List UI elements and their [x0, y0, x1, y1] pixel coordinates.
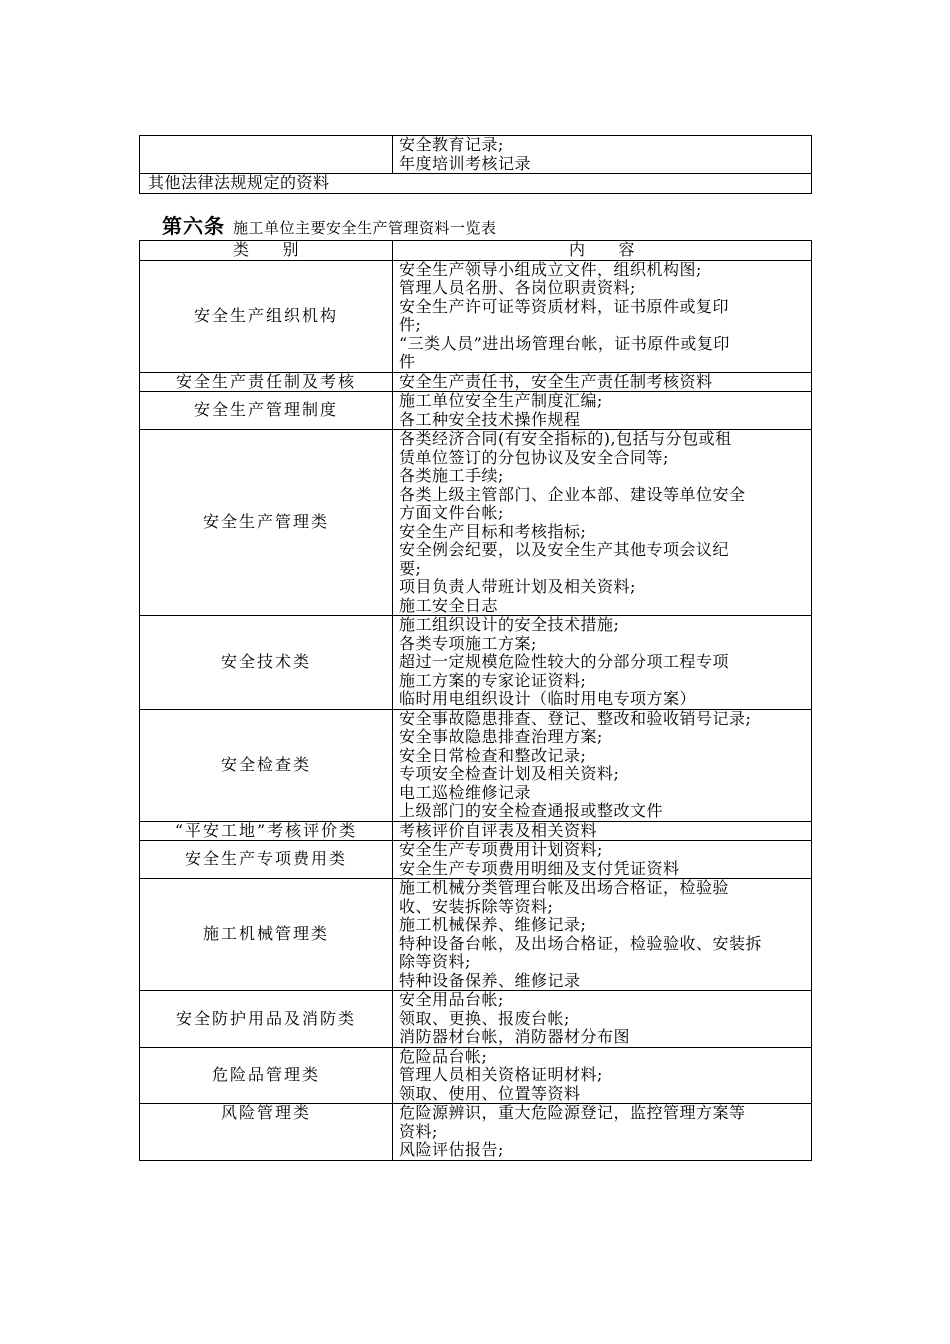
- content-line: 年度培训考核记录: [399, 153, 532, 173]
- content-line: 安全生产专项费用明细及支付凭证资料: [399, 858, 680, 878]
- table-row: [140, 616, 812, 710]
- content-line: 安全事故隐患排查、登记、整改和验收销号记录;: [399, 708, 752, 728]
- category-cell: 安全生产管理制度: [140, 392, 393, 430]
- content-line: 安全生产责任书，安全生产责任制考核资料: [399, 371, 713, 391]
- content-cell: [393, 879, 812, 991]
- content-line: 安全生产目标和考核指标;: [399, 521, 587, 541]
- content-line: 管理人员相关资格证明材料;: [399, 1065, 603, 1084]
- content-cell: [393, 372, 812, 392]
- category-cell: 安全防护用品及消防类: [140, 991, 393, 1048]
- content-cell: [393, 1047, 812, 1104]
- content-line: 收、安装拆除等资料;: [399, 896, 554, 916]
- category-cell: 风险管理类: [140, 1104, 393, 1161]
- content-line: 专项安全检查计划及相关资料;: [399, 764, 620, 783]
- content-line: 安全用品台帐;: [399, 990, 504, 1009]
- content-line: 件: [399, 352, 416, 371]
- content-line: 各类上级主管部门、企业本部、建设等单位安全: [399, 484, 746, 504]
- table-row: [140, 260, 812, 372]
- content-line: 超过一定规模危险性较大的分部分项工程专项: [399, 652, 730, 671]
- content-cell: [393, 616, 812, 710]
- content-line: 施工机械分类管理台帐及出场合格证，检验验: [399, 878, 730, 897]
- continued-table: [139, 135, 812, 194]
- category-cell: 安全技术类: [140, 616, 393, 710]
- table-row: [140, 392, 812, 430]
- content-line: 电工巡检维修记录: [399, 782, 532, 802]
- content-line: 施工机械保养、维修记录;: [399, 915, 587, 934]
- full-width-cell: 其他法律法规规定的资料: [140, 174, 812, 194]
- content-line: 资料;: [399, 1121, 438, 1141]
- content-line: 安全例会纪要，以及安全生产其他专项会议纪: [399, 540, 730, 559]
- content-cell: [393, 821, 812, 841]
- content-cell: [393, 430, 812, 616]
- content-line: 施工方案的专家论证资料;: [399, 670, 587, 690]
- table-row: [140, 709, 812, 821]
- article-number: 第六条: [162, 214, 225, 238]
- content-line: 领取、使用、位置等资料: [399, 1083, 581, 1103]
- content-line: 安全教育记录;: [399, 135, 504, 154]
- content-line: 要;: [399, 558, 422, 578]
- content-line: 除等资料;: [399, 952, 471, 971]
- content-cell: [393, 1104, 812, 1161]
- content-line: 特种设备保养、维修记录: [399, 970, 581, 990]
- table-header-row: [140, 241, 812, 261]
- content-line: 危险源辨识，重大危险源登记，监控管理方案等: [399, 1103, 746, 1122]
- category-cell: [140, 136, 393, 174]
- category-cell: 安全生产专项费用类: [140, 841, 393, 879]
- content-line: 消防器材台帐，消防器材分布图: [399, 1027, 631, 1046]
- content-line: 各类经济合同(有安全指标的),包括与分包或租: [399, 429, 732, 448]
- content-line: 危险品台帐;: [399, 1046, 488, 1066]
- content-line: 临时用电组织设计（临时用电专项方案）: [399, 689, 697, 708]
- content-line: “三类人员”进出场管理台帐，证书原件或复印: [399, 333, 730, 353]
- content-line: 各类施工手续;: [399, 466, 504, 485]
- content-line: 安全事故隐患排查治理方案;: [399, 727, 603, 746]
- content-line: 安全生产专项费用计划资料;: [399, 840, 603, 859]
- content-line: 施工单位安全生产制度汇编;: [399, 391, 603, 410]
- category-cell: “平安工地”考核评价类: [140, 821, 393, 841]
- content-line: 方面文件台帐;: [399, 503, 504, 522]
- table-title: 施工单位主要安全生产管理资料一览表: [233, 219, 497, 237]
- header-content: 内 容: [393, 241, 812, 261]
- content-cell: [393, 260, 812, 372]
- safety-management-table: [139, 240, 812, 1161]
- category-cell: 安全生产组织机构: [140, 260, 393, 372]
- header-category: 类 别: [140, 241, 393, 261]
- category-cell: 施工机械管理类: [140, 879, 393, 991]
- content-cell: [393, 709, 812, 821]
- content-line: 安全生产领导小组成立文件，组织机构图;: [399, 259, 702, 279]
- table-row: [140, 1047, 812, 1104]
- table-row: [140, 879, 812, 991]
- section-heading: [162, 210, 497, 239]
- content-line: 上级部门的安全检查通报或整改文件: [399, 801, 664, 820]
- content-line: 件;: [399, 315, 422, 334]
- category-cell: 危险品管理类: [140, 1047, 393, 1104]
- content-cell: [393, 991, 812, 1048]
- content-line: 赁单位签订的分包协议及安全合同等;: [399, 447, 669, 467]
- content-line: 各工种安全技术操作规程: [399, 409, 581, 429]
- table-row: [140, 991, 812, 1048]
- category-cell: 安全生产责任制及考核: [140, 372, 393, 392]
- table-row: [140, 841, 812, 879]
- table-row: [140, 821, 812, 841]
- content-cell: [393, 841, 812, 879]
- table-row: [140, 1104, 812, 1161]
- content-cell: [393, 136, 812, 174]
- content-line: 施工安全日志: [399, 595, 499, 615]
- content-line: 领取、更换、报废台帐;: [399, 1008, 570, 1028]
- content-cell: [393, 392, 812, 430]
- content-line: 项目负责人带班计划及相关资料;: [399, 577, 636, 596]
- content-line: 管理人员名册、各岗位职责资料;: [399, 278, 636, 297]
- category-cell: 安全生产管理类: [140, 430, 393, 616]
- content-line: 施工组织设计的安全技术措施;: [399, 615, 620, 634]
- content-line: 各类专项施工方案;: [399, 633, 537, 653]
- content-line: 安全生产许可证等资质材料，证书原件或复印: [399, 296, 730, 316]
- content-line: 考核评价自评表及相关资料: [399, 820, 598, 840]
- content-line: 风险评估报告;: [399, 1140, 504, 1159]
- table-row: [140, 174, 812, 194]
- content-line: 安全日常检查和整改记录;: [399, 745, 587, 765]
- table-row: [140, 430, 812, 616]
- table-body: [140, 241, 812, 1161]
- category-cell: 安全检查类: [140, 709, 393, 821]
- table-row: [140, 136, 812, 174]
- content-line: 特种设备台帐，及出场合格证，检验验收、安装拆: [399, 933, 763, 953]
- table-row: [140, 372, 812, 392]
